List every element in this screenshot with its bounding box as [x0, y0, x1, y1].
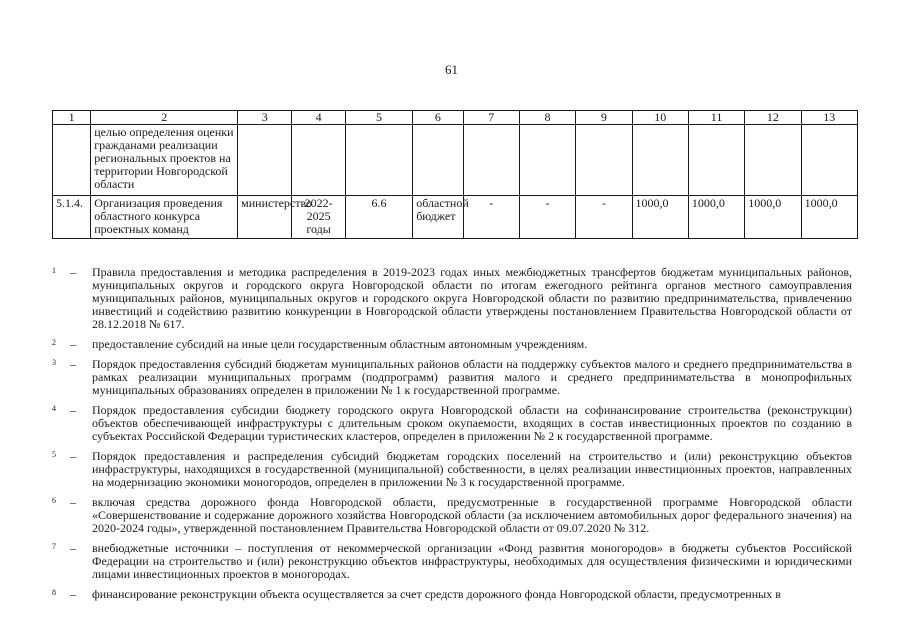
footnote	[52, 338, 852, 351]
footnote-text: Правила предоставления и методика распределения в 2019-2023 годах иных межбюджетных трансфертов бюджетам муниципальных районов, муниципальных округов и городского округа Новгородской области по итогам ежегодного рейтинга органов местного самоуправления муниципальных районов, муниципальных округов и городского округа Новгородской области по развитию предпринимательства, привлечению инвестиций и содействию развитию конкуренции в Новгородской области утверждены постановлением Правительства Новгородской области от 28.12.2018 № 617.	[92, 265, 852, 331]
column-header: 13	[801, 111, 857, 125]
executor-cell: министерство	[238, 196, 292, 239]
column-header: 9	[576, 111, 632, 125]
footnote-number: 2	[52, 338, 56, 347]
footnote	[52, 450, 852, 489]
footnote-text: Порядок предоставления и распределения субсидий бюджетам городских поселений на строительство и (или) реконструкцию объектов инфраструктуры, находящихся в государственной (муниципальной) собственности, в целях реализации инвестиционных проектов, направленных на модернизацию экономики моногородов, определен в приложении № 3 к государственной программе.	[92, 449, 852, 489]
column-header: 5	[345, 111, 412, 125]
footnote	[52, 542, 852, 581]
footnote-dash: –	[70, 403, 76, 417]
funding-source-cell: областной бюджет	[413, 196, 463, 239]
page-number: 61	[445, 62, 458, 77]
footnote-number: 5	[52, 450, 56, 459]
footnote-dash: –	[70, 337, 76, 351]
column-header: 6	[413, 111, 463, 125]
column-header: 1	[53, 111, 91, 125]
footnote-dash: –	[70, 449, 76, 463]
footnote	[52, 588, 852, 601]
footnote-dash: –	[70, 357, 76, 371]
table-row	[53, 125, 858, 196]
footnote	[52, 266, 852, 331]
footnote-number: 4	[52, 404, 56, 413]
amount-cell: 1000,0	[688, 196, 744, 239]
column-header: 2	[91, 111, 238, 125]
footnote-text: Порядок предоставления субсидий бюджетам муниципальных районов области на поддержку субъектов малого и среднего предпринимательства в рамках реализации муниципальных программ (подпрограмм) развития малого и среднего предпринимательства в монопрофильных муниципальных образованиях определен в приложении № 1 к государственной программе.	[92, 357, 852, 397]
table-cell	[413, 125, 463, 196]
column-header: 3	[238, 111, 292, 125]
table-cell	[576, 125, 632, 196]
footnote-dash: –	[70, 541, 76, 555]
amount-cell: 1000,0	[745, 196, 801, 239]
table-cell	[632, 125, 688, 196]
footnote-text: предоставление субсидий на иные цели государственным областным автономным учреждениям.	[92, 337, 588, 351]
table-cell	[345, 125, 412, 196]
table-cell	[801, 125, 857, 196]
table-cell: целью определения оценки гражданами реализации региональных проектов на территории Новгородской области	[91, 125, 238, 196]
column-header: 7	[463, 111, 519, 125]
footnote-dash: –	[70, 495, 76, 509]
column-header: 4	[292, 111, 345, 125]
table-row	[53, 196, 858, 239]
footnote-dash: –	[70, 587, 76, 601]
footnote-dash: –	[70, 265, 76, 279]
item-number-cell: 5.1.4.	[53, 196, 91, 239]
table-cell	[292, 125, 345, 196]
table-cell	[238, 125, 292, 196]
footnote-number: 3	[52, 358, 56, 367]
period-cell: 2022-2025 годы	[292, 196, 345, 239]
column-header: 12	[745, 111, 801, 125]
footnote	[52, 358, 852, 397]
amount-cell: 1000,0	[801, 196, 857, 239]
table-cell	[688, 125, 744, 196]
footnote-text: включая средства дорожного фонда Новгородской области, предусмотренные в государственной программе Новгородской области «Совершенствование и содержание дорожного хозяйства Новгородской области (за исключением автомобильных дорог федерального значения) на 2020-2024 годы», утвержденной постановлением Правительства Новгородской области от 09.07.2020 № 312.	[92, 495, 852, 535]
column-header: 10	[632, 111, 688, 125]
table-cell	[519, 125, 575, 196]
table-header-row	[53, 111, 858, 125]
table-cell	[53, 125, 91, 196]
footnote-number: 8	[52, 588, 56, 597]
amount-cell: 1000,0	[632, 196, 688, 239]
table-cell	[745, 125, 801, 196]
column-header: 8	[519, 111, 575, 125]
footnote-text: внебюджетные источники – поступления от некоммерческой организации «Фонд развития моногородов» в бюджеты субъектов Российской Федерации на строительство и (или) реконструкцию объектов инфраструктуры, необходимых для осуществления физическими и юридическими лицами инвестиционных проектов в моногородах.	[92, 541, 852, 581]
table-cell: -	[463, 196, 519, 239]
activity-name-cell: Организация проведения областного конкурса проектных команд	[91, 196, 238, 239]
column-header: 11	[688, 111, 744, 125]
target-indicator-cell: 6.6	[345, 196, 412, 239]
table-cell: -	[519, 196, 575, 239]
footnote-number: 6	[52, 496, 56, 505]
footnote	[52, 404, 852, 443]
table-cell: -	[576, 196, 632, 239]
footnote-text: Порядок предоставления субсидии бюджету городского округа Новгородской области на софинансирование строительства (реконструкции) объектов обеспечивающей инфраструктуры с длительным сроком окупаемости, входящих в состав инвестиционных проектов по созданию в субъектах Российской Федерации туристических кластеров, определен в приложении № 2 к государственной программе.	[92, 403, 852, 443]
footnotes	[52, 266, 852, 608]
footnote-text: финансирование реконструкции объекта осуществляется за счет средств дорожного фонда Новгородской области, предусмотренных в	[92, 587, 781, 601]
table-cell	[463, 125, 519, 196]
footnote-number: 1	[52, 266, 56, 275]
program-table	[52, 110, 858, 239]
footnote	[52, 496, 852, 535]
footnote-number: 7	[52, 542, 56, 551]
